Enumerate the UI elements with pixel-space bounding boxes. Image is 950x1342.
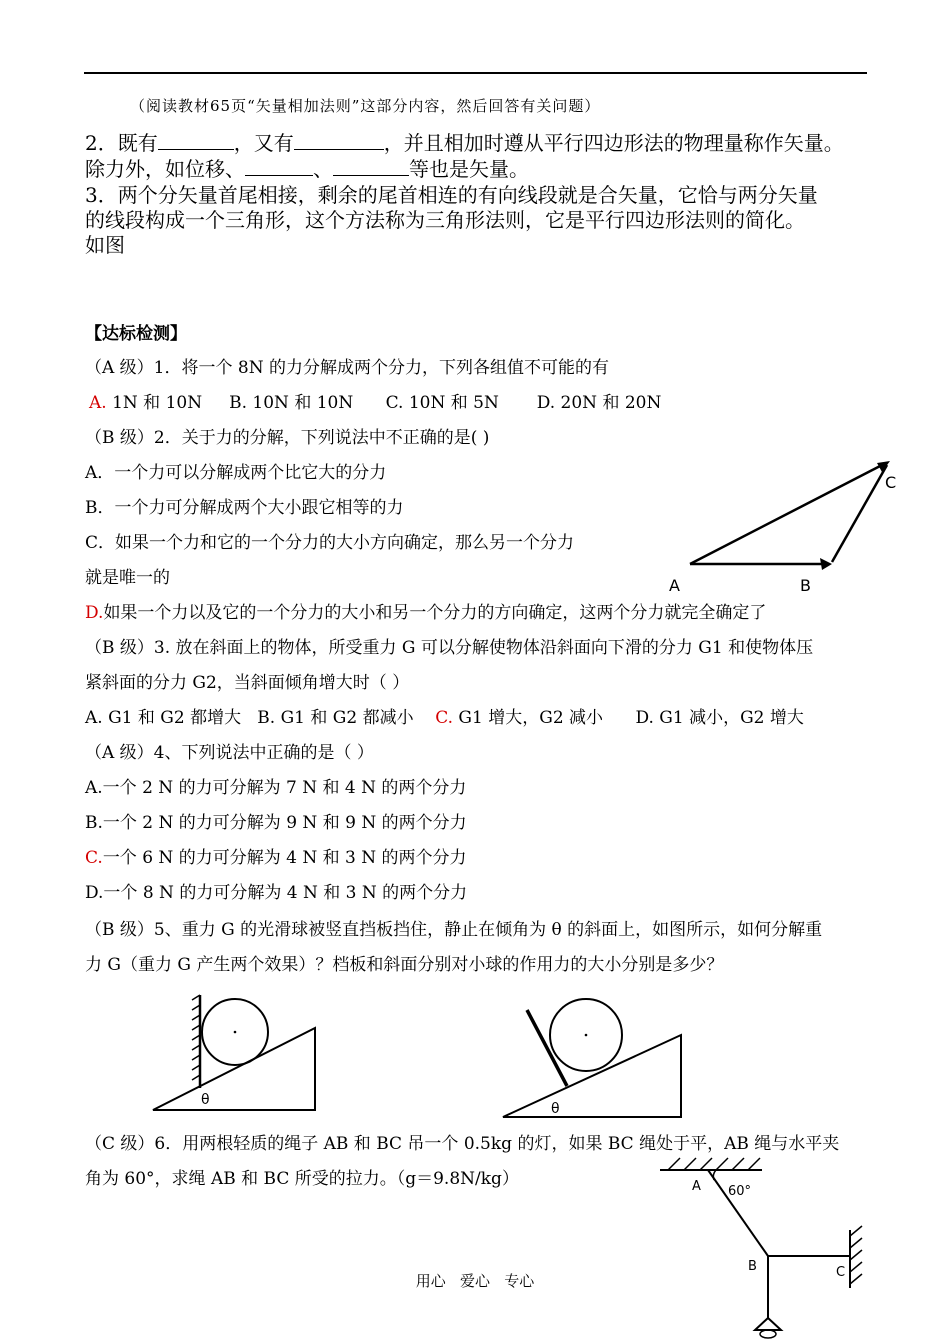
label-b: B — [748, 1259, 757, 1274]
fill-blank[interactable] — [245, 157, 313, 176]
label-c: C — [836, 1265, 846, 1280]
fill-blank[interactable] — [294, 131, 384, 150]
answer-letter: C. — [85, 848, 103, 868]
vector-triangle-figure — [660, 452, 910, 602]
angle-label: θ — [551, 1101, 560, 1117]
incline-plane — [153, 1028, 315, 1110]
p5-line2: 力 G（重力 G 产生两个效果）？档板和斜面分别对小球的作用力的大小分别是多少？ — [85, 955, 724, 975]
p3-option-text: A. G1 和 G2 都增大 B. G1 和 G2 都减小 — [85, 708, 436, 728]
section-title: 【达标检测】 — [85, 324, 187, 344]
p4-option-c-text: 一个 6 N 的力可分解为 4 N 和 3 N 的两个分力 — [102, 848, 467, 868]
hanging-lamp-figure — [660, 1138, 875, 1342]
incline-perpendicular-board-figure — [495, 990, 690, 1120]
p2-stem: （B 级）2．关于力的分解，下列说法中不正确的是( ) — [85, 428, 490, 448]
q2-text: 除力外，如位移、 — [85, 157, 245, 181]
p4-option-d: D.一个 8 N 的力可分解为 4 N 和 3 N 的两个分力 — [85, 883, 468, 903]
p3-option-text: G1 增大，G2 减小 D. G1 减小，G2 增大 — [453, 708, 804, 728]
label-a: A — [692, 1179, 701, 1194]
answer-letter: C. — [435, 708, 454, 728]
p4-stem: （A 级）4、下列说法中正确的是（ ） — [85, 743, 374, 763]
p1-option-text: 1N 和 10N B. 10N 和 10N C. 10N 和 5N D. 20N 和 20N — [106, 393, 662, 413]
p2-option-b: B．一个力可分解成两个大小跟它相等的力 — [85, 498, 404, 518]
p1-stem: （A 级）1．将一个 8N 的力分解成两个分力，下列各组值不可能的有 — [85, 358, 609, 378]
ceiling-hatching — [668, 1158, 760, 1170]
q2-line1 — [85, 130, 844, 156]
angle-60-label: 60° — [728, 1184, 752, 1199]
q2-text: ，又有 — [233, 131, 294, 155]
vector-ac-line — [690, 464, 884, 564]
answer-letter: A. — [89, 393, 107, 413]
fill-blank[interactable] — [158, 131, 234, 150]
incline-plane — [503, 1035, 681, 1117]
q3-line3: 如图 — [85, 233, 125, 257]
ball-center — [234, 1031, 237, 1034]
fill-blank[interactable] — [333, 157, 409, 176]
slanted-board — [527, 1010, 567, 1086]
angle-label: θ — [201, 1092, 210, 1108]
lamp-shade — [755, 1318, 781, 1330]
p3-options — [85, 706, 804, 730]
label-c: C — [885, 473, 897, 492]
label-a: A — [669, 576, 680, 595]
lamp-bulb — [760, 1330, 776, 1338]
p4-option-b: B.一个 2 N 的力可分解为 9 N 和 9 N 的两个分力 — [85, 813, 467, 833]
label-b: B — [800, 576, 811, 595]
q2-text: 等也是矢量。 — [409, 157, 529, 181]
incline-vertical-board-figure — [145, 990, 325, 1115]
p4-option-a: A.一个 2 N 的力可分解为 7 N 和 4 N 的两个分力 — [85, 778, 467, 798]
page-footer: 用心 爱心 专心 — [415, 1272, 535, 1290]
vector-bc-line — [832, 465, 887, 562]
p2-option-c-line2: 就是唯一的 — [85, 568, 170, 588]
q2-line2 — [85, 156, 529, 182]
p6-line2: 角为 60°，求绳 AB 和 BC 所受的拉力。（g＝9.8N/kg） — [85, 1169, 519, 1189]
q2-text: ，并且相加时遵从平行四边形法的物理量称作矢量。 — [383, 131, 844, 155]
rope-ab — [708, 1170, 768, 1256]
p3-line2: 紧斜面的分力 G2，当斜面倾角增大时（ ） — [85, 673, 410, 693]
p3-line1: （B 级）3. 放在斜面上的物体，所受重力 G 可以分解使物体沿斜面向下滑的分力 G1 和使物体压 — [85, 638, 814, 658]
p1-options — [89, 391, 661, 415]
answer-letter: D. — [85, 603, 104, 623]
p2-option-d — [85, 601, 766, 625]
p5-line1: （B 级）5、重力 G 的光滑球被竖直挡板挡住，静止在倾角为 θ 的斜面上，如图所示，如何分解重 — [85, 920, 823, 940]
q2-text: 、 — [313, 157, 333, 181]
p2-option-a: A．一个力可以分解成两个比它大的分力 — [85, 463, 387, 483]
p2-option-d-text: 如果一个力以及它的一个分力的大小和另一个分力的方向确定，这两个分力就完全确定了 — [103, 603, 767, 623]
p6-line1: （C 级）6．用两根轻质的绳子 AB 和 BC 吊一个 0.5kg 的灯，如果 BC 绳处于平，AB 绳与水平夹 — [85, 1134, 840, 1154]
p2-option-c-line1: C．如果一个力和它的一个分力的大小方向确定，那么另一个分力 — [85, 533, 575, 553]
ball-center — [585, 1034, 588, 1037]
q2-text: 2．既有 — [85, 131, 158, 155]
q3-line2: 的线段构成一个三角形，这个方法称为三角形法则，它是平行四边形法则的简化。 — [85, 208, 805, 232]
top-rule — [84, 72, 867, 74]
p4-option-c — [85, 846, 467, 870]
arrow-head-b — [820, 558, 832, 570]
q3-line1: 3．两个分矢量首尾相接，剩余的尾首相连的有向线段就是合矢量，它恰与两分矢量 — [85, 183, 818, 207]
reading-instruction: （阅读教材65页“矢量相加法则”这部分内容，然后回答有关问题） — [130, 97, 601, 115]
